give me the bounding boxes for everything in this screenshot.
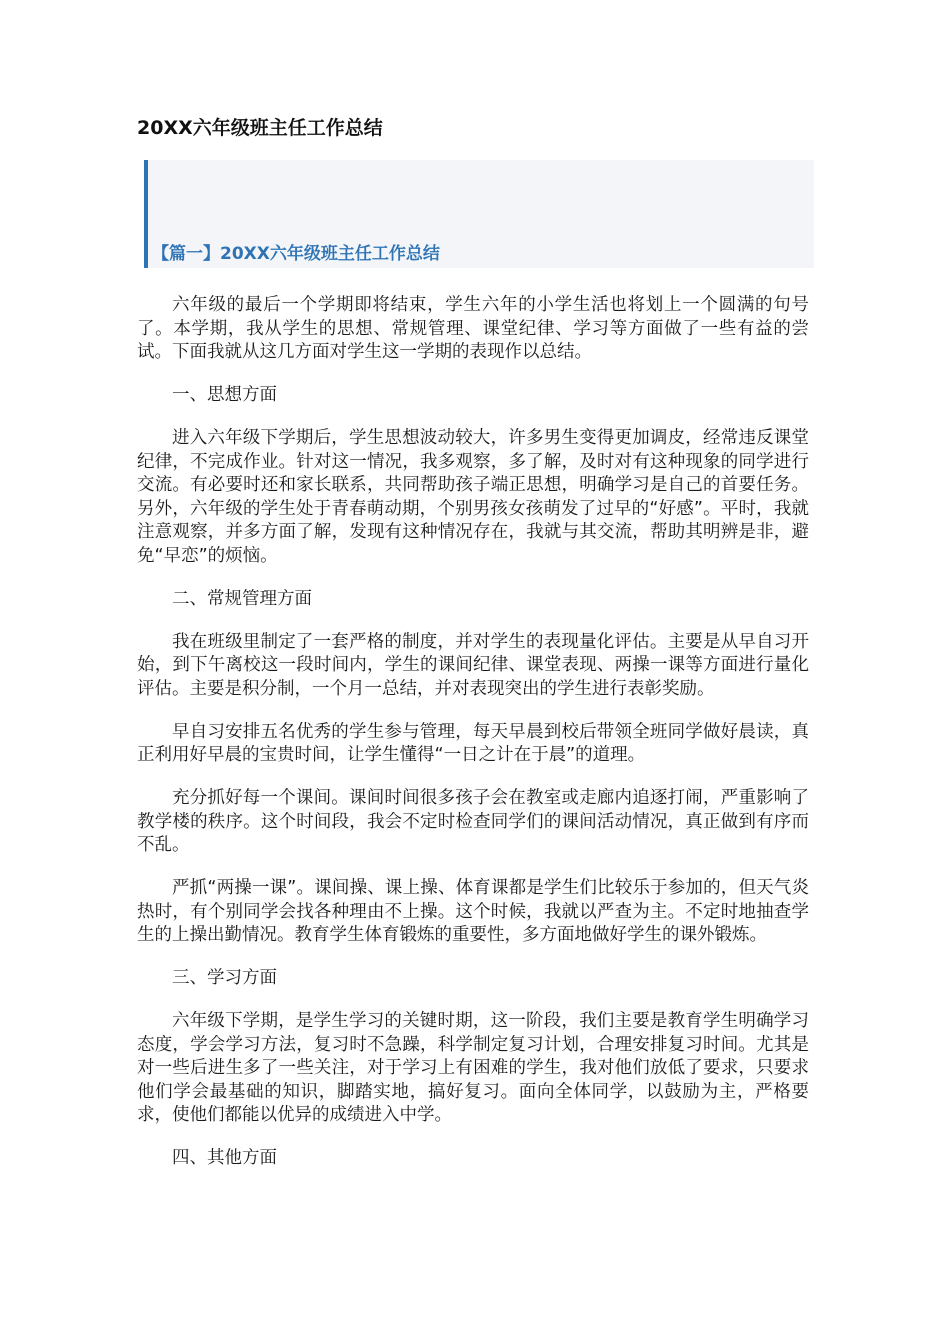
document-title: 20XX六年级班主任工作总结 [137,117,383,139]
subsection-heading: 一、思想方面 [172,385,277,405]
section-heading: 【篇一】20XX六年级班主任工作总结 [152,244,440,264]
subsection-heading: 三、学习方面 [172,968,277,988]
subsection-heading: 四、其他方面 [172,1148,277,1168]
subsection-heading: 二、常规管理方面 [172,588,312,609]
paragraph: 六年级的最后一个学期即将结束，学生六年的小学生活也将划上一个圆满的句号了。本学期，我从学生的思想、常规管理、课堂纪律、学习等方面做了一些有益的尝试。下面我就从这几方面对学生这一学期的表现作以总结。 [137,295,809,362]
paragraph: 我在班级里制定了一套严格的制度，并对学生的表现量化评估。主要是从早自习开始，到下午离校这一段时间内，学生的课间纪律、课堂表现、两操一课等方面进行量化评估。主要是积分制，一个月一总结，并对表现突出的学生进行表彰奖励。 [137,631,809,699]
document-body [137,294,809,1190]
paragraph: 充分抓好每一个课间。课间时间很多孩子会在教室或走廊内追逐打闹，严重影响了教学楼的秩序。这个时间段，我会不定时检查同学们的课间活动情况，真正做到有序而不乱。 [137,788,809,855]
paragraph: 早自习安排五名优秀的学生参与管理，每天早晨到校后带领全班同学做好晨读，真正利用好早晨的宝贵时间，让学生懂得“一日之计在于晨”的道理。 [137,721,809,765]
paragraph: 六年级下学期，是学生学习的关键时期，这一阶段，我们主要是教育学生明确学习态度，学会学习方法，复习时不急躁，科学制定复习计划，合理安排复习时间。尤其是对一些后进生多了一些关注，对于学习上有困难的学生，我对他们放低了要求，只要求他们学会最基础的知识，脚踏实地，搞好复习。面向全体同学，以鼓励为主，严格要求，使他们都能以优异的成绩进入中学。 [137,1011,809,1125]
paragraph: 进入六年级下学期后，学生思想波动较大，许多男生变得更加调皮，经常违反课堂纪律，不完成作业。针对这一情况，我多观察，多了解，及时对有这种现象的同学进行交流。有必要时还和家长联系，共同帮助孩子端正思想，明确学习是自己的首要任务。另外，六年级的学生处于青春萌动期，个别男孩女孩萌发了过早的“好感”。平时，我就注意观察，并多方面了解，发现有这种情况存在，我就与其交流，帮助其明辨是非，避免“早恋”的烦恼。 [137,428,809,566]
section-banner [144,160,814,268]
paragraph: 严抓“两操一课”。课间操、课上操、体育课都是学生们比较乐于参加的，但天气炎热时，有个别同学会找各种理由不上操。这个时候，我就以严查为主。不定时地抽查学生的上操出勤情况。教育学生体育锻炼的重要性，多方面地做好学生的课外锻炼。 [137,878,809,945]
